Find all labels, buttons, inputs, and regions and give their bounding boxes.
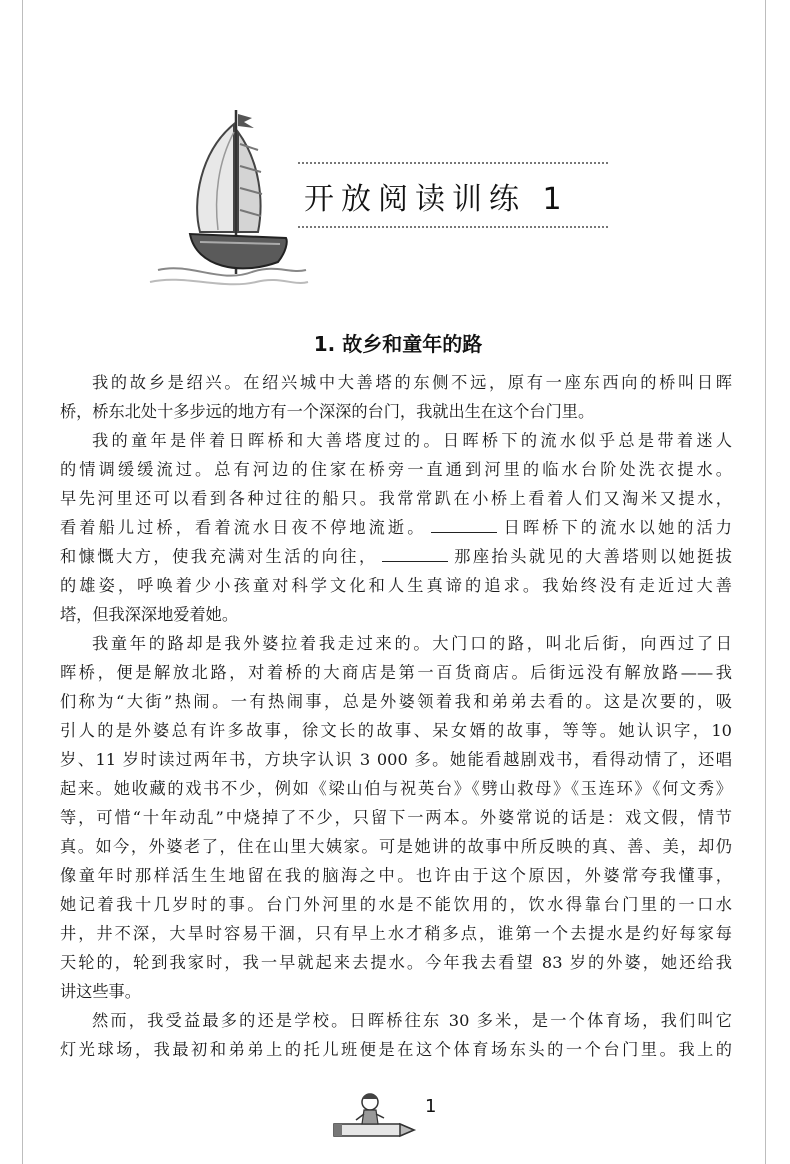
text-line: 像童年时那样活生生地留在我的脑海之中。也许由于这个原因，外婆常夸我懂事， (60, 866, 732, 885)
text-line: 真。如今，外婆老了，住在山里大姨家。可是她讲的故事中所反映的真、善、美，却仍 (60, 837, 732, 856)
text-line: 井，井不深，大旱时容易干涸，只有早上水才稍多点，谁第一个去提水是约好每家每 (60, 924, 732, 943)
text-line: 岁、11 岁时读过两年书，方块字认识 3 000 多。她能看越剧戏书，看得动情了，还唱 (60, 750, 732, 769)
section-title-box (298, 162, 608, 230)
title-divider-bottom (298, 226, 608, 228)
text-line: 引人的是外婆总有许多故事，徐文长的故事、呆女婿的故事，等等。她认识字，10 (60, 721, 732, 740)
text-segment: 和慷慨大方，使我充满对生活的向往， (60, 547, 378, 566)
text-line: 灯光球场，我最初和弟弟上的托儿班便是在这个体育场东头的一个台门里。我上的 (60, 1040, 732, 1059)
text-line: 的情调缓缓流过。总有河边的住家在桥旁一直通到河里的临水台阶处洗衣提水。 (60, 460, 732, 479)
text-segment: 日晖桥下的流水以她的活力 (500, 518, 732, 537)
title-divider-top (298, 162, 608, 164)
text-line: 天轮的，轮到我家时，我一早就起来去提水。今年我去看望 83 岁的外婆，她还给我 (60, 953, 732, 972)
page-number: 1 (425, 1096, 437, 1117)
text-line: 我的故乡是绍兴。在绍兴城中大善塔的东侧不远，原有一座东西向的桥叫日晖 (92, 373, 732, 392)
text-segment: 看着船儿过桥，看着流水日夜不停地流逝。 (60, 518, 427, 537)
section-title: 开放阅读训练 1 (304, 182, 569, 217)
fill-in-blank[interactable] (382, 545, 448, 562)
text-line: 讲这些事。 (60, 982, 141, 1001)
text-line: 桥，桥东北处十多步远的地方有一个深深的台门，我就出生在这个台门里。 (60, 402, 595, 421)
text-line: 晖桥，便是解放北路，对着桥的大商店是第一百货商店。后街远没有解放路——我 (60, 663, 732, 682)
article-body (60, 368, 732, 1064)
text-line: 她记着我十几岁时的事。台门外河里的水是不能饮用的，饮水得靠台门里的一口水 (60, 895, 732, 914)
text-line: 塔，但我深深地爱着她。 (60, 605, 239, 624)
text-line: 等，可惜“十年动乱”中烧掉了不少，只留下一两本。外婆常说的话是：戏文假，情节 (60, 808, 732, 827)
article-title: 1. 故乡和童年的路 (313, 332, 483, 356)
text-line: 们称为“大街”热闹。一有热闹事，总是外婆领着我和弟弟去看的。这是次要的，吸 (60, 692, 732, 711)
text-line: 早先河里还可以看到各种过往的船只。我常常趴在小桥上看着人们又淘米又提水， (60, 489, 732, 508)
text-line: 我童年的路却是我外婆拉着我走过来的。大门口的路，叫北后街，向西过了日 (92, 634, 732, 653)
text-line: 我的童年是伴着日晖桥和大善塔度过的。日晖桥下的流水似乎总是带着迷人 (92, 431, 732, 450)
text-line-with-blank (60, 513, 732, 542)
text-line: 起来。她收藏的戏书不少，例如《梁山伯与祝英台》《劈山救母》《玉连环》《何文秀》 (60, 779, 732, 798)
text-line: 然而，我受益最多的还是学校。日晖桥往东 30 多米，是一个体育场，我们叫它 (92, 1011, 732, 1030)
text-line: 的雄姿，呼唤着少小孩童对科学文化和人生真谛的追求。我始终没有走近过大善 (60, 576, 732, 595)
fill-in-blank[interactable] (431, 516, 497, 533)
text-line-with-blank (60, 542, 732, 571)
sailboat-icon (140, 92, 310, 292)
text-segment: 那座抬头就见的大善塔则以她挺拔 (451, 547, 732, 566)
